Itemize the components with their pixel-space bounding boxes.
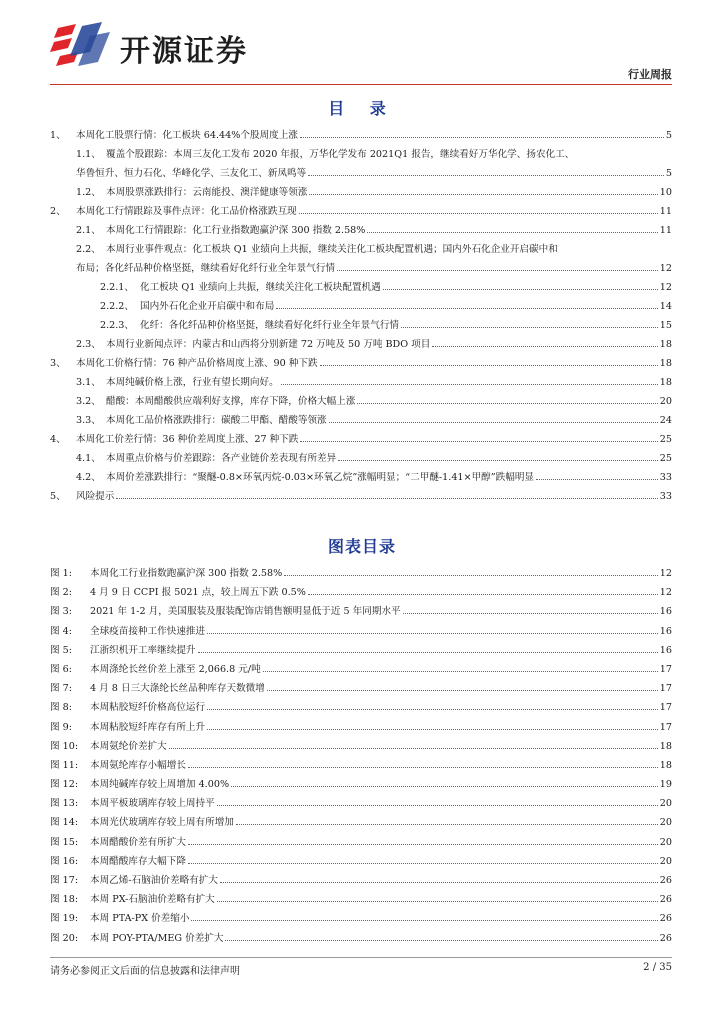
toc-entry[interactable] [50, 411, 672, 430]
toc-leader-dots [299, 213, 658, 214]
figure-leader-dots [207, 729, 658, 730]
figure-leader-dots [188, 863, 658, 864]
figure-entry[interactable] [50, 660, 672, 679]
figure-entry-number: 图 2: [50, 587, 72, 599]
toc-entry-page: 33 [659, 491, 672, 502]
figure-entry[interactable] [50, 852, 672, 871]
toc-entry-line [76, 145, 672, 164]
figure-entry-page: 16 [659, 644, 672, 656]
toc-entry-number: 2.2、 [76, 244, 101, 255]
figure-leader-dots [207, 633, 658, 634]
toc-entry-number: 5、 [50, 491, 66, 502]
figure-leader-dots [169, 748, 658, 749]
toc-entry-page: 18 [659, 358, 672, 369]
figure-leader-dots [191, 920, 657, 921]
toc-entry-number: 2.2.3、 [100, 320, 135, 331]
figure-entry-number: 图 10: [50, 740, 79, 752]
figure-entry-page: 26 [659, 932, 672, 944]
figure-entry-page: 26 [659, 913, 672, 925]
figure-entry-page: 20 [659, 817, 672, 829]
toc-entry-number: 3、 [50, 358, 66, 369]
figure-entry[interactable] [50, 813, 672, 832]
toc-entry-number: 1、 [50, 130, 66, 141]
toc-entry-text: 化纤：各化纤品种价格坚挺，继续看好化纤行业全年景气行情 [140, 320, 400, 331]
toc-entry[interactable] [50, 316, 672, 335]
figure-entry-text: 全球疫苗接种工作快速推进 [90, 625, 206, 637]
figure-entry-number: 图 16: [50, 855, 79, 867]
table-of-contents [50, 126, 672, 506]
toc-leader-dots [536, 479, 658, 480]
figure-entry-text: 本周乙烯-石脑油价差略有扩大 [90, 875, 218, 886]
toc-entry-text: 本周价差涨跌排行：“聚醚-0.8×环氧丙烷-0.03×环氧乙烷”涨幅明显；“二甲醚-1.41×甲醇”跌幅明显 [106, 472, 535, 483]
toc-entry-page: 20 [659, 396, 672, 407]
toc-leader-dots [329, 422, 658, 423]
toc-entry-text: 风险提示 [76, 491, 115, 502]
figure-entry[interactable] [50, 718, 672, 737]
figure-leader-dots [217, 805, 658, 806]
figure-leader-dots [220, 882, 658, 883]
toc-entry-number: 4.2、 [76, 472, 101, 483]
figure-entry-number: 图 14: [50, 817, 79, 829]
figure-entry-text: 江浙织机开工率继续提升 [90, 644, 196, 656]
figure-leader-dots [225, 940, 657, 941]
toc-entry-number: 2.1、 [76, 225, 101, 236]
toc-entry-number: 2.2.2、 [100, 301, 135, 312]
figure-entry-text: 本周醋酸库存大幅下降 [90, 855, 186, 867]
footer-divider [50, 957, 672, 958]
toc-entry-number: 3.1、 [76, 377, 101, 388]
figure-entry-page: 20 [659, 798, 672, 810]
figure-leader-dots [207, 709, 658, 710]
toc-entry-text-continued: 布局；各化纤品种价格坚挺，继续看好化纤行业全年景气行情 [76, 263, 336, 274]
figure-entry[interactable] [50, 890, 672, 909]
figure-entry-page: 26 [659, 875, 672, 886]
toc-leader-dots [357, 403, 657, 404]
toc-entry-page: 14 [659, 301, 672, 312]
figure-entry-number: 图 6: [50, 663, 72, 675]
figure-leader-dots [403, 613, 658, 614]
figure-entry[interactable] [50, 794, 672, 813]
toc-entry-number: 4.1、 [76, 453, 101, 464]
toc-leader-dots [309, 194, 657, 195]
figure-entry-number: 图 18: [50, 894, 79, 906]
figure-entry-page: 17 [659, 663, 672, 675]
toc-entry-page: 11 [659, 225, 672, 236]
figure-entry-text: 本周粘胶短纤库存有所上升 [90, 721, 206, 733]
toc-entry-number: 1.1、 [76, 149, 101, 160]
toc-leader-dots [281, 384, 658, 385]
toc-entry-page: 33 [659, 472, 672, 483]
figure-entry-number: 图 5: [50, 644, 72, 656]
figure-entry-page: 18 [659, 740, 672, 752]
footer-disclaimer: 请务必参阅正文后面的信息披露和法律声明 [50, 966, 240, 977]
figure-entry-number: 图 9: [50, 721, 72, 733]
toc-entry-text: 本周化工品价格涨跌排行：碳酸二甲酯、醋酸等领涨 [106, 415, 327, 426]
toc-entry[interactable] [50, 221, 672, 240]
figure-entry-page: 17 [659, 702, 672, 714]
toc-entry[interactable] [50, 202, 672, 221]
toc-entry-number: 1.2、 [76, 187, 101, 198]
report-type-tag: 行业周报 [628, 68, 672, 81]
toc-entry[interactable] [50, 373, 672, 392]
toc-entry[interactable] [50, 487, 672, 506]
figure-leader-dots [236, 824, 658, 825]
toc-entry-page: 5 [665, 168, 672, 179]
figure-entry[interactable] [50, 622, 672, 641]
figure-entry-page: 12 [659, 568, 672, 579]
toc-leader-dots [401, 327, 658, 328]
figure-entry-text: 本周粘胶短纤价格高位运行 [90, 702, 206, 714]
toc-entry-number: 2.3、 [76, 339, 101, 350]
toc-entry-page: 15 [659, 320, 672, 331]
toc-entry-number: 3.3、 [76, 415, 101, 426]
figure-entry-number: 图 20: [50, 932, 79, 944]
figure-entry-page: 26 [659, 894, 672, 906]
toc-entry[interactable] [50, 126, 672, 145]
page-number: 2 / 35 [643, 962, 672, 973]
figure-entry-page: 19 [659, 779, 672, 791]
figure-entry-text: 2021 年 1-2 月，美国服装及服装配饰店销售额明显低于近 5 年同期水平 [90, 606, 401, 618]
toc-entry[interactable] [50, 335, 672, 354]
toc-entry[interactable] [50, 430, 672, 449]
toc-entry[interactable] [50, 278, 672, 297]
page-header [0, 0, 724, 92]
figure-leader-dots [284, 575, 658, 576]
toc-leader-dots [367, 232, 657, 233]
figure-entry-text: 4 月 9 日 CCPI 报 5021 点，较上周五下跌 0.5% [90, 587, 306, 599]
toc-entry-text: 本周股票涨跌排行：云南能投、澳洋健康等领涨 [106, 187, 308, 198]
figure-entry[interactable] [50, 737, 672, 756]
figure-entry[interactable] [50, 564, 672, 583]
figure-entry-number: 图 12: [50, 779, 79, 791]
toc-entry[interactable] [50, 145, 672, 183]
header-divider [50, 84, 672, 85]
figure-entry[interactable] [50, 698, 672, 717]
figure-leader-dots [263, 671, 658, 672]
toc-leader-dots [276, 308, 657, 309]
figure-index-title: 图表目录 [327, 537, 396, 556]
figure-entry-number: 图 8: [50, 702, 72, 714]
figure-entry-page: 12 [659, 587, 672, 599]
toc-leader-dots [300, 137, 664, 138]
figure-entry[interactable] [50, 756, 672, 775]
toc-entry-text: 覆盖个股跟踪：本周三友化工发布 2020 年报，万华化学发布 2021Q1 报告，继续看好万华化学、扬农化工、 [106, 149, 575, 160]
figure-entry-number: 图 4: [50, 625, 72, 637]
toc-entry-number: 3.2、 [76, 396, 101, 407]
toc-entry-text-continued: 华鲁恒升、恒力石化、华峰化学、三友化工、新凤鸣等 [76, 168, 307, 179]
figure-leader-dots [188, 767, 658, 768]
figure-entry[interactable] [50, 583, 672, 602]
toc-entry-text: 化工板块 Q1 业绩向上共振，继续关注化工板块配置机遇 [140, 282, 381, 293]
toc-entry-text: 本周化工行情跟踪：化工行业指数跑赢沪深 300 指数 2.58% [106, 225, 366, 236]
figure-entry-number: 图 7: [50, 683, 72, 695]
toc-entry-text: 本周行业事件观点：化工板块 Q1 业绩向上共振，继续关注化工板块配置机遇；国内外石化企业开启碳中和 [106, 244, 558, 255]
figure-entry[interactable] [50, 929, 672, 948]
toc-leader-dots [337, 270, 658, 271]
figure-entry-page: 17 [659, 683, 672, 695]
toc-entry[interactable] [50, 240, 672, 278]
figure-entry-page: 18 [659, 759, 672, 771]
toc-title: 目 录 [328, 99, 396, 118]
toc-entry-line [76, 164, 672, 183]
figure-entry-page: 17 [659, 721, 672, 733]
toc-entry-text: 本周重点价格与价差跟踪：各产业链价差表现有所差异 [106, 453, 337, 464]
toc-entry-text: 醋酸：本周醋酸供应端利好支撑，库存下降，价格大幅上涨 [106, 396, 356, 407]
figure-index [50, 564, 672, 948]
toc-entry[interactable] [50, 354, 672, 373]
toc-entry-page: 25 [659, 453, 672, 464]
figure-entry[interactable] [50, 641, 672, 660]
toc-entry-number: 2.2.1、 [100, 282, 135, 293]
figure-entry-text: 本周化工行业指数跑赢沪深 300 指数 2.58% [90, 568, 283, 579]
figure-entry-text: 4 月 8 日三大涤纶长丝品种库存天数微增 [90, 683, 265, 695]
toc-entry-page: 11 [659, 206, 672, 217]
toc-leader-dots [432, 346, 657, 347]
figure-leader-dots [308, 594, 658, 595]
toc-entry[interactable] [50, 183, 672, 202]
figure-entry-page: 20 [659, 855, 672, 867]
figure-entry-text: 本周涤纶长丝价差上涨至 2,066.8 元/吨 [90, 663, 261, 675]
toc-leader-dots [308, 175, 664, 176]
figure-entry-text: 本周醋酸价差有所扩大 [90, 836, 186, 848]
figure-leader-dots [217, 901, 658, 902]
figure-entry[interactable] [50, 775, 672, 794]
toc-entry-text: 本周行业新闻点评：内蒙古和山西将分别新建 72 万吨及 50 万吨 BDO 项目 [106, 339, 431, 350]
figure-entry-text: 本周氨纶库存小幅增长 [90, 759, 186, 771]
figure-entry-text: 本周光伏玻璃库存较上周有所增加 [90, 817, 234, 829]
brand-name: 开源证券 [120, 34, 248, 69]
toc-entry-line [76, 259, 672, 278]
toc-entry[interactable] [50, 297, 672, 316]
figure-entry-text: 本周纯碱库存较上周增加 4.00% [90, 779, 230, 791]
toc-entry[interactable] [50, 468, 672, 487]
toc-leader-dots [320, 365, 658, 366]
figure-leader-dots [198, 652, 658, 653]
figure-entry-number: 图 11: [50, 759, 79, 771]
figure-leader-dots [267, 690, 658, 691]
figure-entry[interactable] [50, 833, 672, 852]
figure-entry-text: 本周 PX-石脑油价差略有扩大 [90, 894, 215, 906]
figure-entry[interactable] [50, 602, 672, 621]
toc-entry-page: 18 [659, 339, 672, 350]
figure-entry[interactable] [50, 909, 672, 928]
toc-entry[interactable] [50, 392, 672, 411]
toc-leader-dots [300, 441, 657, 442]
toc-entry-page: 12 [659, 282, 672, 293]
toc-entry-text: 国内外石化企业开启碳中和布局 [140, 301, 275, 312]
brand-logo [50, 22, 350, 68]
toc-entry-page: 10 [659, 187, 672, 198]
figure-entry-number: 图 19: [50, 913, 79, 925]
figure-entry[interactable] [50, 679, 672, 698]
toc-entry-number: 2、 [50, 206, 66, 217]
toc-entry-page: 25 [659, 434, 672, 445]
toc-entry[interactable] [50, 449, 672, 468]
figure-leader-dots [188, 844, 658, 845]
toc-entry-page: 5 [665, 130, 672, 141]
figure-entry-text: 本周 POY-PTA/MEG 价差扩大 [90, 932, 224, 944]
toc-entry-page: 24 [659, 415, 672, 426]
brand-logo-icon [50, 22, 114, 68]
figure-entry-page: 16 [659, 606, 672, 618]
toc-entry-text: 本周纯碱价格上涨，行业有望长期向好。 [106, 377, 279, 388]
toc-leader-dots [116, 498, 657, 499]
toc-entry-line [76, 240, 672, 259]
toc-entry-number: 4、 [50, 434, 66, 445]
figure-entry[interactable] [50, 871, 672, 890]
figure-entry-text: 本周氨纶价差扩大 [90, 740, 167, 752]
figure-entry-number: 图 1: [50, 568, 72, 579]
toc-entry-page: 12 [659, 263, 672, 274]
figure-entry-number: 图 13: [50, 798, 79, 810]
toc-entry-text: 本周化工价格行情：76 种产品价格周度上涨、90 种下跌 [76, 358, 318, 369]
figure-entry-page: 20 [659, 836, 672, 848]
toc-leader-dots [338, 460, 658, 461]
figure-entry-number: 图 17: [50, 875, 79, 886]
figure-entry-page: 16 [659, 625, 672, 637]
figure-entry-number: 图 3: [50, 606, 72, 618]
toc-entry-text: 本周化工股票行情：化工板块 64.44%个股周度上涨 [76, 130, 298, 141]
figure-leader-dots [231, 786, 658, 787]
figure-entry-number: 图 15: [50, 836, 79, 848]
toc-entry-text: 本周化工行情跟踪及事件点评：化工品价格涨跌互现 [76, 206, 297, 217]
toc-leader-dots [383, 289, 658, 290]
figure-entry-text: 本周 PTA-PX 价差缩小 [90, 913, 190, 925]
toc-entry-page: 18 [659, 377, 672, 388]
toc-entry-text: 本周化工价差行情：36 种价差周度上涨、27 种下跌 [76, 434, 299, 445]
figure-entry-text: 本周平板玻璃库存较上周持平 [90, 798, 215, 810]
